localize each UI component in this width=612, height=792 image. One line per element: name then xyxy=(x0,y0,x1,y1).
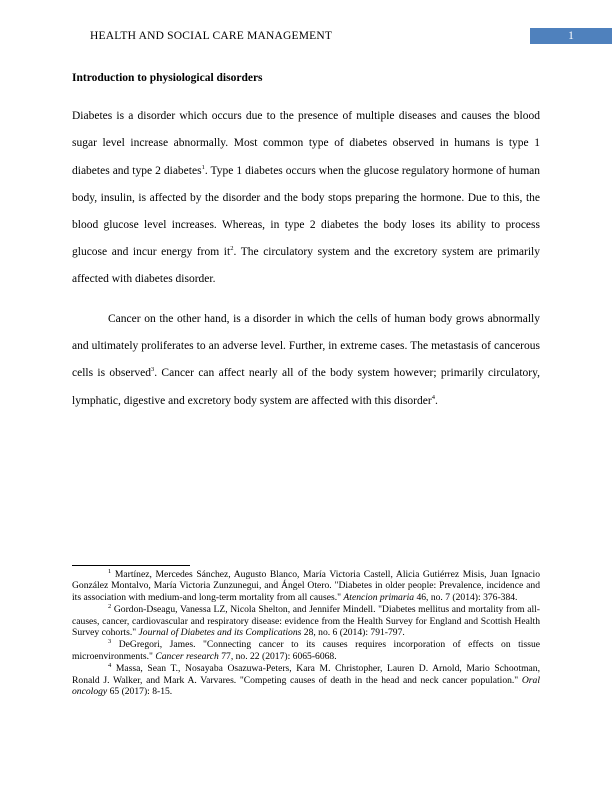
footnote-tail: 28, no. 6 (2014): 791-797. xyxy=(301,627,405,639)
footnote-tail: 65 (2017): 8-15. xyxy=(107,686,173,698)
footnote-text: Martínez, Mercedes Sánchez, Augusto Blanco, María Victoria Castell, Alicia Gutiérrez Misis, Juan Ignacio González Montalvo, María Victoria Zunzunegui, and Ángel Otero. "Diabetes in older people: Prevalence, incidence and its association with medium-and long-term mortality from all causes." xyxy=(72,569,540,603)
section-heading: Introduction to physiological disorders xyxy=(72,72,263,84)
paragraph-text: . The circulatory system and the excretory system are primarily affected with diabetes disorder. xyxy=(72,246,541,286)
footnote-text: Gordon-Dseagu, Vanessa LZ, Nicola Shelton, and Jennifer Mindell. "Diabetes mellitus and mortality from all-causes, cancer, cardiovascular and respiratory disease: evidence from the Health Survey for England and Scottish Health Survey cohorts." xyxy=(72,604,540,639)
footnote-separator xyxy=(72,565,190,566)
footnote-journal: Journal of Diabetes and its Complications xyxy=(138,627,302,639)
paragraph-text: Cancer on the other hand, is a disorder in which the cells of human body grows abnormally and ultimately proliferates to an adverse level. Further, in extreme cases. The metastasis of cancerous cells is observed xyxy=(72,313,540,380)
footnote-number: 2 xyxy=(108,603,112,611)
footnote-journal: Atencion primaria xyxy=(343,591,415,603)
footnote-text: DeGregori, James. "Connecting cancer to its causes requires incorporation of effects on tissue microenvironments." xyxy=(72,639,540,662)
footnote-ref[interactable]: 4 xyxy=(431,393,435,401)
paragraph-text: . xyxy=(434,394,438,407)
footnote-journal: Cancer research xyxy=(155,650,219,662)
footnote-ref[interactable]: 1 xyxy=(201,163,205,171)
paragraph-cancer xyxy=(72,306,540,415)
footnote xyxy=(72,569,540,603)
footnote-tail: 77, no. 22 (2017): 6065-6068. xyxy=(218,650,337,662)
paragraph-text: Diabetes is a disorder which occurs due to the presence of multiple diseases and causes the blood sugar level increase abnormally. Most common type of diabetes observed in humans is type 1 diabetes and type 2 diabetes xyxy=(72,110,540,177)
footnote-journal: Oral oncology xyxy=(72,674,540,698)
footnote xyxy=(72,639,540,662)
running-header: HEALTH AND SOCIAL CARE MANAGEMENT xyxy=(90,30,333,42)
footnote-number: 3 xyxy=(108,638,112,646)
footnote-ref[interactable]: 2 xyxy=(230,245,234,253)
paragraph-diabetes xyxy=(72,76,540,294)
footnote-ref[interactable]: 3 xyxy=(150,366,155,374)
footnote-number: 4 xyxy=(108,662,112,670)
footnote xyxy=(72,663,540,697)
footnotes xyxy=(72,569,540,698)
footnote-tail: 46, no. 7 (2014): 376-384. xyxy=(414,591,518,603)
footnote-text: Massa, Sean T., Nosayaba Osazuwa-Peters, Kara M. Christopher, Lauren D. Arnold, Mario Schootman, Ronald J. Walker, and Mark A. Varvares. "Competing causes of death in the head and neck cancer population." xyxy=(72,663,541,686)
footnote-number: 1 xyxy=(108,567,112,575)
paragraph-text: . Cancer can affect nearly all of the body system however; primarily circulatory, lymphatic, digestive and excretory body system are affected with this disorder xyxy=(72,367,540,407)
footnote xyxy=(72,604,540,638)
page-number-badge: 1 xyxy=(530,28,612,44)
paragraph-text: . Type 1 diabetes occurs when the glucose regulatory hormone of human body, insulin, is affected by the disorder and the body stops preparing the hormone. Due to this, the blood glucose level increases. Whereas, in type 2 diabetes the body loses its ability to process glucose and incur energy from it xyxy=(72,164,540,259)
